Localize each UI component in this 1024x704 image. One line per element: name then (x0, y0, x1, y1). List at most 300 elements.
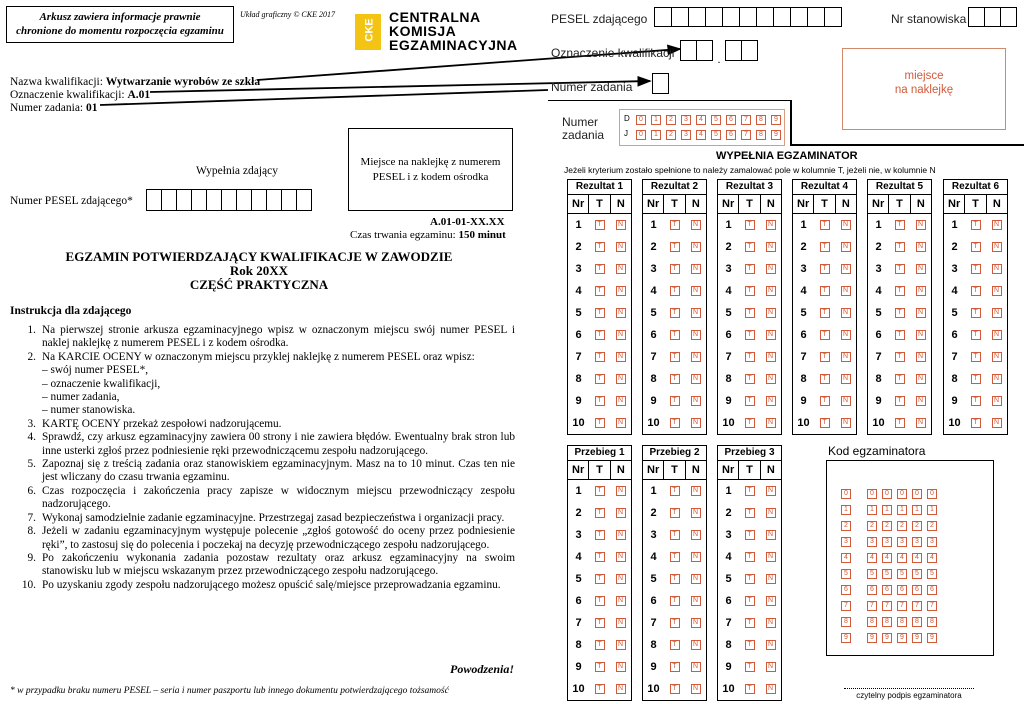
task-digit-bubble[interactable]: 7 (741, 115, 751, 125)
examiner-code-bubble[interactable]: 5 (882, 569, 892, 579)
task-digit-bubble[interactable]: 1 (651, 130, 661, 140)
yes-checkbox[interactable]: T (670, 618, 680, 628)
pesel-digit-box[interactable] (236, 189, 252, 211)
examiner-code-bubble[interactable]: 9 (841, 633, 851, 643)
yes-checkbox[interactable]: T (895, 264, 905, 274)
yes-checkbox[interactable]: T (595, 286, 605, 296)
yes-checkbox[interactable]: T (820, 242, 830, 252)
task-digit-bubble[interactable]: 8 (756, 130, 766, 140)
no-checkbox[interactable]: N (992, 396, 1002, 406)
instruction-item (10, 404, 515, 417)
no-checkbox[interactable]: N (766, 662, 776, 672)
yes-checkbox[interactable]: T (595, 618, 605, 628)
no-checkbox[interactable]: N (691, 242, 701, 252)
no-checkbox[interactable]: N (691, 508, 701, 518)
examiner-code-bubble[interactable]: 0 (927, 489, 937, 499)
yes-checkbox[interactable]: T (595, 242, 605, 252)
no-checkbox[interactable]: N (766, 396, 776, 406)
no-checkbox[interactable]: N (766, 684, 776, 694)
yes-checkbox[interactable]: T (670, 330, 680, 340)
examiner-code-bubble[interactable]: 3 (912, 537, 922, 547)
yes-checkbox[interactable]: T (595, 418, 605, 428)
examiner-code-bubble[interactable]: 3 (927, 537, 937, 547)
score-pesel-digit-box[interactable] (654, 7, 672, 27)
yes-checkbox[interactable]: T (745, 530, 755, 540)
pesel-digit-box[interactable] (281, 189, 297, 211)
yes-checkbox[interactable]: T (971, 396, 981, 406)
yes-checkbox[interactable]: T (895, 308, 905, 318)
yes-checkbox[interactable]: T (971, 374, 981, 384)
yes-checkbox[interactable]: T (595, 596, 605, 606)
yes-checkbox[interactable]: T (971, 286, 981, 296)
yes-checkbox[interactable]: T (820, 220, 830, 230)
no-checkbox[interactable]: N (992, 352, 1002, 362)
examiner-code-bubble[interactable]: 1 (841, 505, 851, 515)
yes-checkbox[interactable]: T (595, 640, 605, 650)
task-digit-bubble[interactable]: 2 (666, 130, 676, 140)
yes-checkbox[interactable]: T (670, 574, 680, 584)
no-checkbox[interactable]: N (691, 684, 701, 694)
yes-checkbox[interactable]: T (971, 220, 981, 230)
yes-checkbox[interactable]: T (895, 242, 905, 252)
examiner-code-bubble[interactable]: 9 (867, 633, 877, 643)
examiner-code-bubble[interactable]: 1 (882, 505, 892, 515)
yes-checkbox[interactable]: T (670, 264, 680, 274)
yes-checkbox[interactable]: T (745, 640, 755, 650)
yes-checkbox[interactable]: T (670, 220, 680, 230)
no-checkbox[interactable]: N (691, 330, 701, 340)
no-checkbox[interactable]: N (766, 530, 776, 540)
no-checkbox[interactable]: N (616, 574, 626, 584)
examiner-code-bubble[interactable]: 4 (897, 553, 907, 563)
score-pesel-digit-box[interactable] (705, 7, 723, 27)
examiner-code-bubble[interactable]: 2 (867, 521, 877, 531)
yes-checkbox[interactable]: T (595, 396, 605, 406)
examiner-code-bubble[interactable]: 8 (927, 617, 937, 627)
examiner-code-bubble[interactable]: 4 (927, 553, 937, 563)
no-checkbox[interactable]: N (616, 640, 626, 650)
task-digit-bubble[interactable]: 9 (771, 115, 781, 125)
examiner-code-bubble[interactable]: 1 (867, 505, 877, 515)
yes-checkbox[interactable]: T (820, 264, 830, 274)
examiner-code-bubble[interactable]: 7 (867, 601, 877, 611)
examiner-code-bubble[interactable]: 2 (912, 521, 922, 531)
task-digit-bubble[interactable]: 5 (711, 115, 721, 125)
yes-checkbox[interactable]: T (745, 662, 755, 672)
no-checkbox[interactable]: N (766, 374, 776, 384)
table-row (793, 324, 856, 346)
pesel-digit-box[interactable] (176, 189, 192, 211)
no-checkbox[interactable]: N (691, 352, 701, 362)
no-checkbox[interactable]: N (766, 330, 776, 340)
yes-checkbox[interactable]: T (745, 374, 755, 384)
examiner-code-bubble[interactable]: 0 (882, 489, 892, 499)
no-checkbox[interactable]: N (916, 352, 926, 362)
score-pesel-digit-box[interactable] (756, 7, 774, 27)
task-digit-bubble[interactable]: 1 (651, 115, 661, 125)
yes-checkbox[interactable]: T (745, 396, 755, 406)
no-checkbox[interactable]: N (691, 574, 701, 584)
task-digit-bubble[interactable]: 8 (756, 115, 766, 125)
pesel-digit-box[interactable] (161, 189, 177, 211)
yes-checkbox[interactable]: T (745, 574, 755, 584)
yes-checkbox[interactable]: T (670, 308, 680, 318)
no-checkbox[interactable]: N (766, 418, 776, 428)
no-checkbox[interactable]: N (992, 418, 1002, 428)
pesel-digit-box[interactable] (221, 189, 237, 211)
yes-checkbox[interactable]: T (895, 330, 905, 340)
yes-checkbox[interactable]: T (745, 486, 755, 496)
no-checkbox[interactable]: N (691, 308, 701, 318)
examiner-code-bubble[interactable]: 5 (897, 569, 907, 579)
pesel-digit-box[interactable] (146, 189, 162, 211)
task-digit-bubble[interactable]: 2 (666, 115, 676, 125)
examiner-code-bubble[interactable]: 5 (841, 569, 851, 579)
yes-checkbox[interactable]: T (745, 242, 755, 252)
no-checkbox[interactable]: N (841, 264, 851, 274)
no-checkbox[interactable]: N (992, 308, 1002, 318)
examiner-code-bubble[interactable]: 2 (841, 521, 851, 531)
no-checkbox[interactable]: N (766, 286, 776, 296)
score-pesel-digit-box[interactable] (824, 7, 842, 27)
no-checkbox[interactable]: N (691, 220, 701, 230)
no-checkbox[interactable]: N (691, 486, 701, 496)
no-checkbox[interactable]: N (766, 264, 776, 274)
score-pesel-grid[interactable] (654, 7, 842, 27)
score-pesel-digit-box[interactable] (722, 7, 740, 27)
no-checkbox[interactable]: N (992, 374, 1002, 384)
examiner-code-bubble[interactable]: 0 (912, 489, 922, 499)
yes-checkbox[interactable]: T (745, 618, 755, 628)
yes-checkbox[interactable]: T (595, 662, 605, 672)
score-qualification-grid[interactable]: . (680, 40, 758, 67)
no-checkbox[interactable]: N (616, 330, 626, 340)
no-checkbox[interactable]: N (841, 352, 851, 362)
no-checkbox[interactable]: N (916, 286, 926, 296)
task-digit-bubble[interactable]: 6 (726, 130, 736, 140)
no-checkbox[interactable]: N (616, 684, 626, 694)
yes-checkbox[interactable]: T (670, 242, 680, 252)
yes-checkbox[interactable]: T (670, 596, 680, 606)
no-checkbox[interactable]: N (691, 396, 701, 406)
examiner-code-bubble[interactable]: 8 (882, 617, 892, 627)
examiner-code-bubble[interactable]: 3 (897, 537, 907, 547)
examiner-code-bubble[interactable]: 2 (882, 521, 892, 531)
no-checkbox[interactable]: N (616, 352, 626, 362)
yes-checkbox[interactable]: T (820, 308, 830, 318)
no-checkbox[interactable]: N (766, 308, 776, 318)
table-row (568, 612, 631, 634)
pesel-digit-box[interactable] (191, 189, 207, 211)
no-checkbox[interactable]: N (691, 552, 701, 562)
examiner-code-bubble[interactable]: 7 (927, 601, 937, 611)
no-checkbox[interactable]: N (616, 530, 626, 540)
yes-checkbox[interactable]: T (595, 308, 605, 318)
yes-checkbox[interactable]: T (595, 486, 605, 496)
no-checkbox[interactable]: N (691, 640, 701, 650)
examiner-code-bubble[interactable]: 5 (927, 569, 937, 579)
pesel-digit-box[interactable] (251, 189, 267, 211)
no-checkbox[interactable]: N (691, 530, 701, 540)
examiner-code-bubble[interactable]: 3 (882, 537, 892, 547)
no-checkbox[interactable]: N (841, 220, 851, 230)
no-checkbox[interactable]: N (616, 508, 626, 518)
score-pesel-digit-box[interactable] (688, 7, 706, 27)
examiner-code-bubble[interactable]: 7 (841, 601, 851, 611)
examiner-code-bubble[interactable]: 4 (867, 553, 877, 563)
examiner-code-bubble[interactable]: 0 (867, 489, 877, 499)
no-checkbox[interactable]: N (616, 486, 626, 496)
yes-checkbox[interactable]: T (745, 330, 755, 340)
no-checkbox[interactable]: N (841, 308, 851, 318)
yes-checkbox[interactable]: T (670, 486, 680, 496)
no-checkbox[interactable]: N (616, 596, 626, 606)
yes-checkbox[interactable]: T (820, 352, 830, 362)
score-task-grid[interactable] (652, 73, 669, 94)
examiner-code-bubble[interactable]: 7 (897, 601, 907, 611)
examiner-code-bubble[interactable]: 4 (841, 553, 851, 563)
examiner-code-bubble[interactable]: 6 (882, 585, 892, 595)
score-pesel-digit-box[interactable] (807, 7, 825, 27)
examiner-code-bubble[interactable]: 2 (897, 521, 907, 531)
row-number: 3 (725, 263, 732, 275)
yes-checkbox[interactable]: T (745, 286, 755, 296)
task-digit-bubble[interactable]: 5 (711, 130, 721, 140)
task-digit-bubble[interactable]: 4 (696, 115, 706, 125)
station-grid[interactable] (968, 7, 1017, 27)
no-checkbox[interactable]: N (766, 618, 776, 628)
instruction-item (10, 525, 515, 552)
examiner-code-bubble[interactable]: 6 (841, 585, 851, 595)
examiner-code-bubble[interactable]: 1 (897, 505, 907, 515)
no-checkbox[interactable]: N (616, 618, 626, 628)
instruction-number: 5. (27, 458, 36, 471)
yes-checkbox[interactable]: T (895, 396, 905, 406)
no-checkbox[interactable]: N (841, 374, 851, 384)
no-checkbox[interactable]: N (992, 220, 1002, 230)
no-checkbox[interactable]: N (841, 330, 851, 340)
examiner-code-bubble[interactable]: 4 (912, 553, 922, 563)
yes-checkbox[interactable]: T (745, 220, 755, 230)
examiner-code-bubble[interactable]: 9 (882, 633, 892, 643)
examiner-code-bubble[interactable]: 7 (882, 601, 892, 611)
yes-checkbox[interactable]: T (595, 684, 605, 694)
yes-checkbox[interactable]: T (670, 640, 680, 650)
no-checkbox[interactable]: N (916, 264, 926, 274)
no-checkbox[interactable]: N (841, 242, 851, 252)
no-checkbox[interactable]: N (916, 330, 926, 340)
yes-checkbox[interactable]: T (745, 508, 755, 518)
yes-checkbox[interactable]: T (670, 374, 680, 384)
task-digit-bubble[interactable]: 9 (771, 130, 781, 140)
no-checkbox[interactable]: N (766, 574, 776, 584)
no-checkbox[interactable]: N (766, 596, 776, 606)
examiner-code-bubble[interactable]: 1 (927, 505, 937, 515)
pesel-digit-box[interactable] (206, 189, 222, 211)
yes-checkbox[interactable]: T (670, 530, 680, 540)
yes-checkbox[interactable]: T (670, 418, 680, 428)
yes-checkbox[interactable]: T (745, 552, 755, 562)
yes-checkbox[interactable]: T (895, 374, 905, 384)
examiner-code-bubble[interactable]: 6 (912, 585, 922, 595)
pesel-digit-box[interactable] (296, 189, 312, 211)
no-checkbox[interactable]: N (616, 552, 626, 562)
no-checkbox[interactable]: N (766, 352, 776, 362)
yes-checkbox[interactable]: T (595, 574, 605, 584)
examiner-code-bubble[interactable]: 9 (897, 633, 907, 643)
no-checkbox[interactable]: N (616, 308, 626, 318)
examiner-code-bubble[interactable]: 3 (867, 537, 877, 547)
examiner-code-bubble[interactable]: 5 (867, 569, 877, 579)
examiner-code-bubble[interactable]: 1 (912, 505, 922, 515)
examiner-code-bubble[interactable]: 8 (897, 617, 907, 627)
yes-checkbox[interactable]: T (971, 264, 981, 274)
yes-checkbox[interactable]: T (895, 418, 905, 428)
task-digit-bubble[interactable]: 3 (681, 115, 691, 125)
no-checkbox[interactable]: N (841, 418, 851, 428)
examiner-code-bubble[interactable]: 8 (841, 617, 851, 627)
no-checkbox[interactable]: N (691, 418, 701, 428)
yes-checkbox[interactable]: T (820, 418, 830, 428)
no-checkbox[interactable]: N (766, 552, 776, 562)
table-row (718, 568, 781, 590)
yes-checkbox[interactable]: T (595, 220, 605, 230)
pesel-input-grid[interactable] (146, 189, 311, 211)
no-checkbox[interactable]: N (691, 374, 701, 384)
examiner-code-bubble[interactable]: 3 (841, 537, 851, 547)
no-checkbox[interactable]: N (616, 220, 626, 230)
no-checkbox[interactable]: N (691, 662, 701, 672)
no-checkbox[interactable]: N (916, 308, 926, 318)
examiner-code-bubble[interactable]: 9 (927, 633, 937, 643)
no-checkbox[interactable]: N (992, 264, 1002, 274)
no-checkbox[interactable]: N (766, 220, 776, 230)
yes-checkbox[interactable]: T (820, 374, 830, 384)
yes-checkbox[interactable]: T (595, 264, 605, 274)
examiner-code-grid[interactable] (826, 460, 994, 656)
no-checkbox[interactable]: N (841, 286, 851, 296)
yes-checkbox[interactable]: T (670, 286, 680, 296)
yes-checkbox[interactable]: T (595, 330, 605, 340)
score-pesel-digit-box[interactable] (671, 7, 689, 27)
yes-checkbox[interactable]: T (670, 662, 680, 672)
task-digit-bubble[interactable]: 6 (726, 115, 736, 125)
no-checkbox[interactable]: N (916, 220, 926, 230)
task-digit-bubble[interactable]: 0 (636, 130, 646, 140)
yes-checkbox[interactable]: T (595, 352, 605, 362)
yes-checkbox[interactable]: T (670, 396, 680, 406)
no-checkbox[interactable]: N (841, 396, 851, 406)
examiner-code-bubble[interactable]: 4 (882, 553, 892, 563)
table-row (643, 634, 706, 656)
no-checkbox[interactable]: N (691, 286, 701, 296)
yes-checkbox[interactable]: T (745, 684, 755, 694)
no-checkbox[interactable]: N (766, 508, 776, 518)
no-checkbox[interactable]: N (916, 396, 926, 406)
no-checkbox[interactable]: N (616, 264, 626, 274)
yes-checkbox[interactable]: T (971, 330, 981, 340)
no-checkbox[interactable]: N (616, 286, 626, 296)
task-number-bubbles[interactable] (619, 109, 785, 146)
yes-checkbox[interactable]: T (595, 552, 605, 562)
no-checkbox[interactable]: N (992, 330, 1002, 340)
no-checkbox[interactable]: N (691, 264, 701, 274)
no-checkbox[interactable]: N (766, 486, 776, 496)
task-digit-bubble[interactable]: 0 (636, 115, 646, 125)
examiner-code-bubble[interactable]: 9 (912, 633, 922, 643)
score-pesel-digit-box[interactable] (739, 7, 757, 27)
yes-checkbox[interactable]: T (595, 508, 605, 518)
yes-checkbox[interactable]: T (745, 308, 755, 318)
no-checkbox[interactable]: N (616, 374, 626, 384)
examiner-code-bubble[interactable]: 6 (897, 585, 907, 595)
no-checkbox[interactable]: N (616, 396, 626, 406)
no-checkbox[interactable]: N (766, 242, 776, 252)
task-digit-bubble[interactable]: 7 (741, 130, 751, 140)
yes-checkbox[interactable]: T (670, 508, 680, 518)
yes-checkbox[interactable]: T (820, 330, 830, 340)
no-checkbox[interactable]: N (992, 286, 1002, 296)
yes-checkbox[interactable]: T (971, 352, 981, 362)
yes-checkbox[interactable]: T (895, 220, 905, 230)
yes-checkbox[interactable]: T (670, 552, 680, 562)
no-checkbox[interactable]: N (916, 242, 926, 252)
no-checkbox[interactable]: N (766, 640, 776, 650)
examiner-code-bubble[interactable]: 8 (912, 617, 922, 627)
yes-checkbox[interactable]: T (745, 596, 755, 606)
examiner-code-bubble[interactable]: 6 (927, 585, 937, 595)
examiner-code-bubble[interactable]: 6 (867, 585, 877, 595)
examiner-code-bubble[interactable]: 8 (867, 617, 877, 627)
yes-checkbox[interactable]: T (971, 418, 981, 428)
yes-checkbox[interactable]: T (820, 286, 830, 296)
score-pesel-digit-box[interactable] (773, 7, 791, 27)
table-row (568, 302, 631, 324)
yes-checkbox[interactable]: T (670, 684, 680, 694)
task-digit-bubble[interactable]: 3 (681, 130, 691, 140)
examiner-code-bubble[interactable]: 2 (927, 521, 937, 531)
yes-checkbox[interactable]: T (971, 242, 981, 252)
yes-checkbox[interactable]: T (745, 418, 755, 428)
yes-checkbox[interactable]: T (971, 308, 981, 318)
yes-checkbox[interactable]: T (595, 374, 605, 384)
pesel-digit-box[interactable] (266, 189, 282, 211)
task-digit-bubble[interactable]: 4 (696, 130, 706, 140)
score-pesel-digit-box[interactable] (790, 7, 808, 27)
yes-checkbox[interactable]: T (670, 352, 680, 362)
no-checkbox[interactable]: N (616, 662, 626, 672)
no-checkbox[interactable]: N (616, 242, 626, 252)
no-checkbox[interactable]: N (616, 418, 626, 428)
yes-checkbox[interactable]: T (745, 352, 755, 362)
no-checkbox[interactable]: N (916, 418, 926, 428)
no-checkbox[interactable]: N (691, 596, 701, 606)
examiner-code-bubble[interactable]: 0 (841, 489, 851, 499)
table-row (643, 678, 706, 700)
yes-checkbox[interactable]: T (895, 286, 905, 296)
examiner-code-bubble[interactable]: 5 (912, 569, 922, 579)
no-checkbox[interactable]: N (691, 618, 701, 628)
examiner-code-bubble[interactable]: 0 (897, 489, 907, 499)
examiner-code-bubble[interactable]: 7 (912, 601, 922, 611)
yes-checkbox[interactable]: T (820, 396, 830, 406)
yes-checkbox[interactable]: T (595, 530, 605, 540)
yes-checkbox[interactable]: T (745, 264, 755, 274)
no-checkbox[interactable]: N (992, 242, 1002, 252)
row-number: 8 (800, 373, 807, 385)
no-checkbox[interactable]: N (916, 374, 926, 384)
yes-checkbox[interactable]: T (895, 352, 905, 362)
